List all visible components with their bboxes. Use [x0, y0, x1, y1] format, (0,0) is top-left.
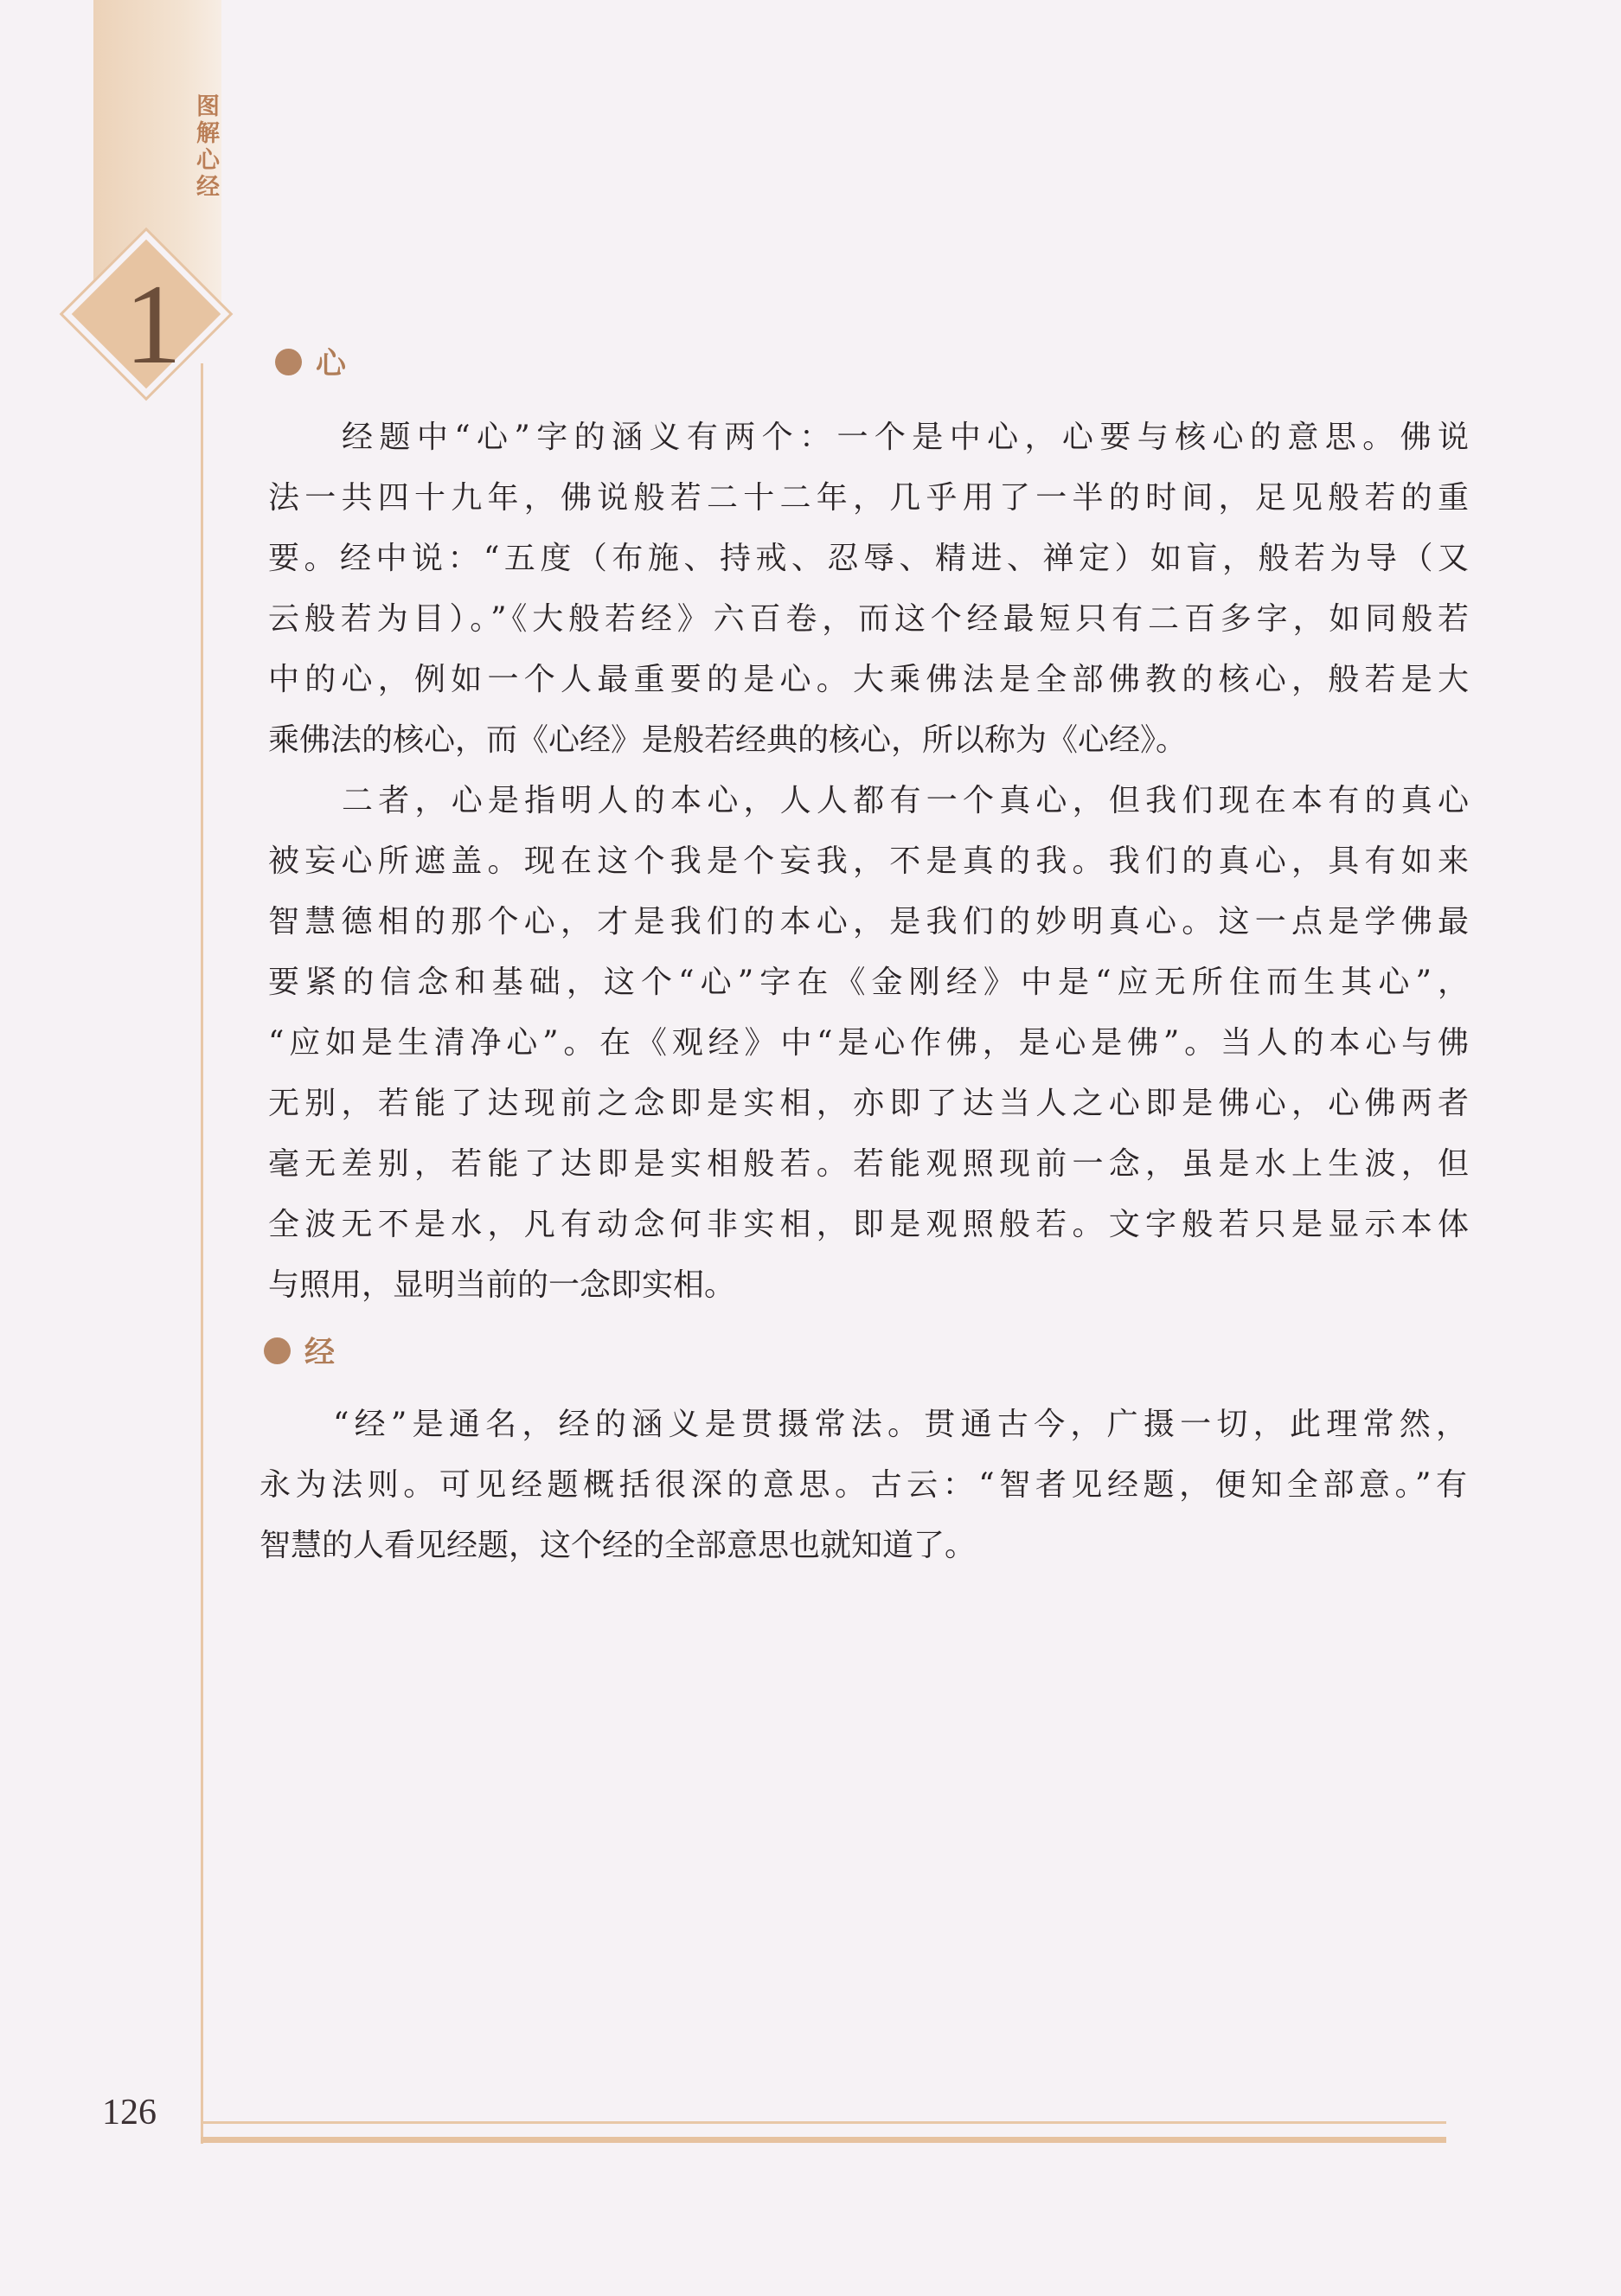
section-2-paragraph-1 — [259, 1395, 1467, 1576]
section-heading-text: 经 — [304, 1336, 336, 1370]
section-1-paragraph-2 — [268, 771, 1469, 1316]
text-line: 无别，若能了达现前之念即是实相，亦即了达当人之心即是佛心，心佛两者 — [268, 1086, 1469, 1121]
bullet-icon — [264, 1337, 291, 1364]
text-line: 永为法则。可见经题概括很深的意思。古云：“智者见经题，便知全部意。”有 — [259, 1467, 1467, 1503]
text-line: 云般若为目）。”《大般若经》六百卷，而这个经最短只有二百多字，如同般若 — [268, 601, 1469, 637]
section-1-paragraph-1 — [268, 407, 1469, 771]
text-line: 法一共四十九年，佛说般若二十二年，几乎用了一半的时间，足见般若的重 — [268, 480, 1469, 516]
text-line: 与照用，显明当前的一念即实相。 — [268, 1267, 736, 1303]
margin-rule-vertical — [201, 363, 203, 2144]
page-number: 126 — [102, 2093, 157, 2132]
bullet-icon — [275, 349, 302, 375]
section-heading-text: 心 — [316, 347, 347, 382]
text-line: “应如是生清净心”。在《观经》中“是心作佛，是心是佛”。当人的本心与佛 — [268, 1025, 1469, 1061]
text-line: 中的心，例如一个人最重要的是心。大乘佛法是全部佛教的核心，般若是大 — [268, 662, 1469, 697]
text-line: 智慧的人看见经题，这个经的全部意思也就知道了。 — [259, 1528, 977, 1563]
text-line: 二者，心是指明人的本心，人人都有一个真心，但我们现在本有的真心 — [342, 783, 1469, 818]
footer-rule-thin — [201, 2121, 1446, 2124]
section-heading-jing — [264, 1329, 335, 1372]
text-line: 经题中“心”字的涵义有两个：一个是中心，心要与核心的意思。佛说 — [342, 420, 1469, 455]
chapter-number: 1 — [125, 260, 182, 388]
text-line: 被妄心所遮盖。现在这个我是个妄我，不是真的我。我们的真心，具有如来 — [268, 843, 1469, 879]
text-line: 全波无不是水，凡有动念何非实相，即是观照般若。文字般若只是显示本体 — [268, 1207, 1469, 1242]
text-line: 乘佛法的核心，而《心经》是般若经典的核心，所以称为《心经》。 — [268, 722, 1188, 758]
text-line: 毫无差别，若能了达即是实相般若。若能观照现前一念，虽是水上生波，但 — [268, 1146, 1469, 1182]
section-heading-xin — [275, 340, 346, 383]
text-line: 要紧的信念和基础，这个“心”字在《金刚经》中是“应无所住而生其心”， — [268, 965, 1469, 1000]
text-line: 要。经中说：“五度（布施、持戒、忍辱、精进、禅定）如盲，般若为导（又 — [268, 541, 1469, 576]
text-line: 智慧德相的那个心，才是我们的本心，是我们的妙明真心。这一点是学佛最 — [268, 904, 1469, 940]
footer-rule-thick — [201, 2137, 1446, 2143]
text-line: “经”是通名，经的涵义是贯摄常法。贯通古今，广摄一切，此理常然， — [333, 1407, 1467, 1442]
book-title: 图解心经 — [192, 93, 219, 201]
